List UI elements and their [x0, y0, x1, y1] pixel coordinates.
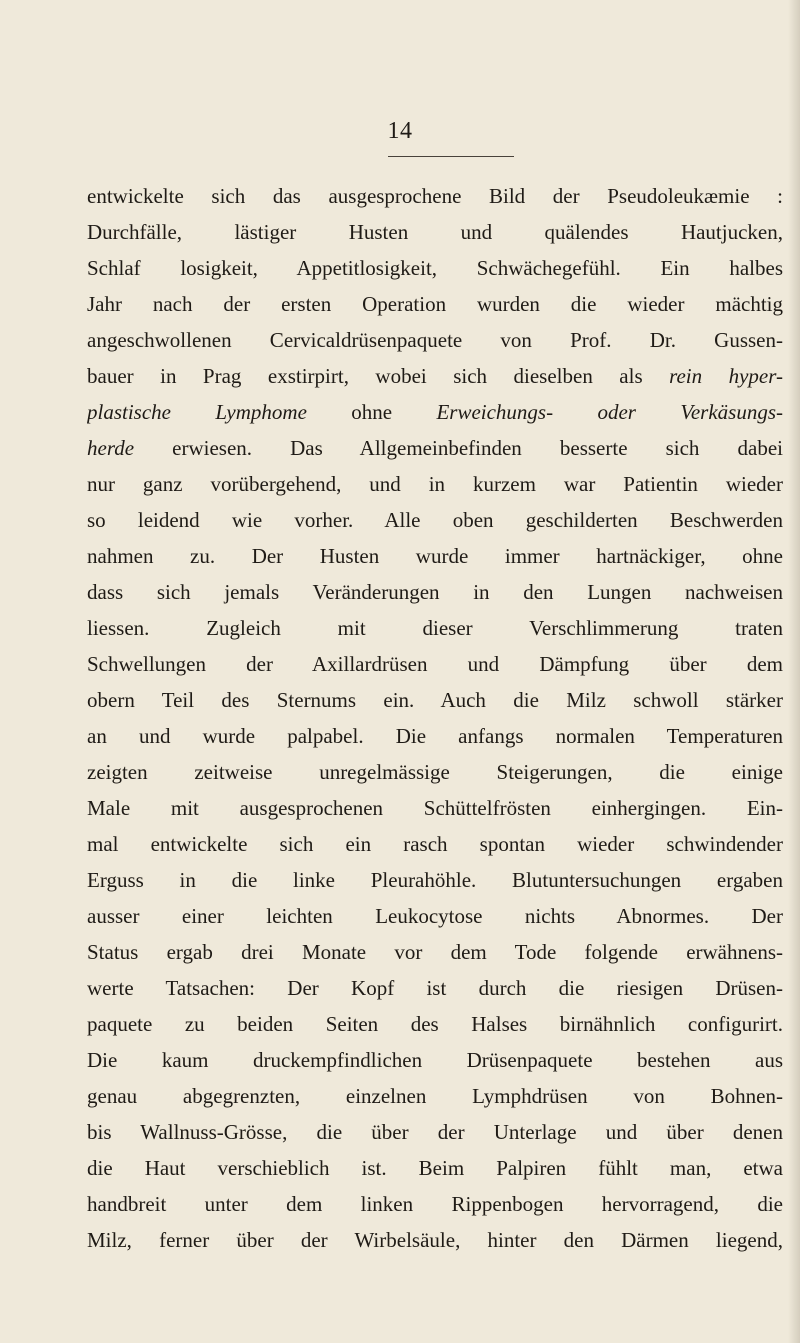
page-number-rule	[388, 156, 514, 157]
text-segment: ohne	[306, 400, 437, 424]
text-segment: paquete zu beiden Seiten des Halses birnähnlich configurirt.	[87, 1012, 783, 1036]
page-edge-shadow	[788, 0, 800, 1343]
text-segment: genau abgegrenzten, einzelnen Lymphdrüsen von Bohnen-	[87, 1084, 783, 1108]
text-segment: Male mit ausgesprochenen Schüttelfrösten einhergingen. Ein-	[87, 796, 783, 820]
text-segment: werte Tatsachen: Der Kopf ist durch die riesigen Drüsen-	[87, 976, 783, 1000]
text-line	[87, 574, 783, 610]
text-line	[87, 286, 783, 322]
text-segment: Schlaf losigkeit, Appetitlosigkeit, Schwächegefühl. Ein halbes	[87, 256, 783, 280]
text-line	[87, 970, 783, 1006]
text-line	[87, 754, 783, 790]
text-line	[87, 1114, 783, 1150]
text-line	[87, 1006, 783, 1042]
text-segment: angeschwollenen Cervicaldrüsenpaquete von Prof. Dr. Gussen-	[87, 328, 783, 352]
text-segment: nur ganz vorübergehend, und in kurzem war Patientin wieder	[87, 472, 783, 496]
text-line	[87, 322, 783, 358]
text-line	[87, 502, 783, 538]
text-segment: erwiesen. Das Allgemeinbefinden besserte sich dabei	[134, 436, 783, 460]
text-segment: bauer in Prag exstirpirt, wobei sich dieselben als	[87, 364, 670, 388]
text-line	[87, 682, 783, 718]
text-segment: zeigten zeitweise unregelmässige Steigerungen, die einige	[87, 760, 783, 784]
text-line	[87, 934, 783, 970]
page-number: 14	[387, 118, 413, 144]
text-line	[87, 358, 783, 394]
italic-text: rein hyper-	[669, 364, 783, 388]
italic-text: Erweichungs- oder Verkäsungs-	[436, 400, 783, 424]
text-segment: Jahr nach der ersten Operation wurden die wieder mächtig	[87, 292, 783, 316]
text-line	[87, 790, 783, 826]
text-segment: dass sich jemals Veränderungen in den Lungen nachweisen	[87, 580, 783, 604]
text-line	[87, 1042, 783, 1078]
text-line	[87, 1078, 783, 1114]
text-segment: Schwellungen der Axillardrüsen und Dämpfung über dem	[87, 652, 783, 676]
text-segment: die Haut verschieblich ist. Beim Palpiren fühlt man, etwa	[87, 1156, 783, 1180]
text-line	[87, 178, 783, 214]
text-segment: so leidend wie vorher. Alle oben geschilderten Beschwerden	[87, 508, 783, 532]
text-segment: obern Teil des Sternums ein. Auch die Milz schwoll stärker	[87, 688, 783, 712]
text-segment: ausser einer leichten Leukocytose nichts Abnormes. Der	[87, 904, 783, 928]
text-line	[87, 214, 783, 250]
text-segment: liessen. Zugleich mit dieser Verschlimmerung traten	[87, 616, 783, 640]
text-line	[87, 826, 783, 862]
text-line	[87, 466, 783, 502]
text-line	[87, 1186, 783, 1222]
text-line	[87, 394, 783, 430]
text-segment: bis Wallnuss-Grösse, die über der Unterlage und über denen	[87, 1120, 783, 1144]
text-line	[87, 1150, 783, 1186]
text-line	[87, 1222, 783, 1258]
text-line	[87, 538, 783, 574]
text-segment: Erguss in die linke Pleurahöhle. Blutuntersuchungen ergaben	[87, 868, 783, 892]
text-line	[87, 862, 783, 898]
text-segment: Status ergab drei Monate vor dem Tode folgende erwähnens-	[87, 940, 783, 964]
text-line	[87, 610, 783, 646]
text-segment: Die kaum druckempfindlichen Drüsenpaquete bestehen aus	[87, 1048, 783, 1072]
text-line	[87, 430, 783, 466]
text-segment: nahmen zu. Der Husten wurde immer hartnäckiger, ohne	[87, 544, 783, 568]
text-segment: entwickelte sich das ausgesprochene Bild der Pseudoleukæmie :	[87, 184, 783, 208]
text-line	[87, 718, 783, 754]
text-line	[87, 250, 783, 286]
text-segment: Durchfälle, lästiger Husten und quälendes Hautjucken,	[87, 220, 783, 244]
italic-text: plastische Lymphome	[87, 400, 307, 424]
text-segment: mal entwickelte sich ein rasch spontan wieder schwindender	[87, 832, 783, 856]
text-segment: an und wurde palpabel. Die anfangs normalen Temperaturen	[87, 724, 783, 748]
text-line	[87, 898, 783, 934]
body-text	[87, 178, 783, 1258]
text-segment: Milz, ferner über der Wirbelsäule, hinter den Därmen liegend,	[87, 1228, 783, 1252]
italic-text: herde	[87, 436, 135, 460]
text-line	[87, 646, 783, 682]
text-segment: handbreit unter dem linken Rippenbogen hervorragend, die	[87, 1192, 783, 1216]
